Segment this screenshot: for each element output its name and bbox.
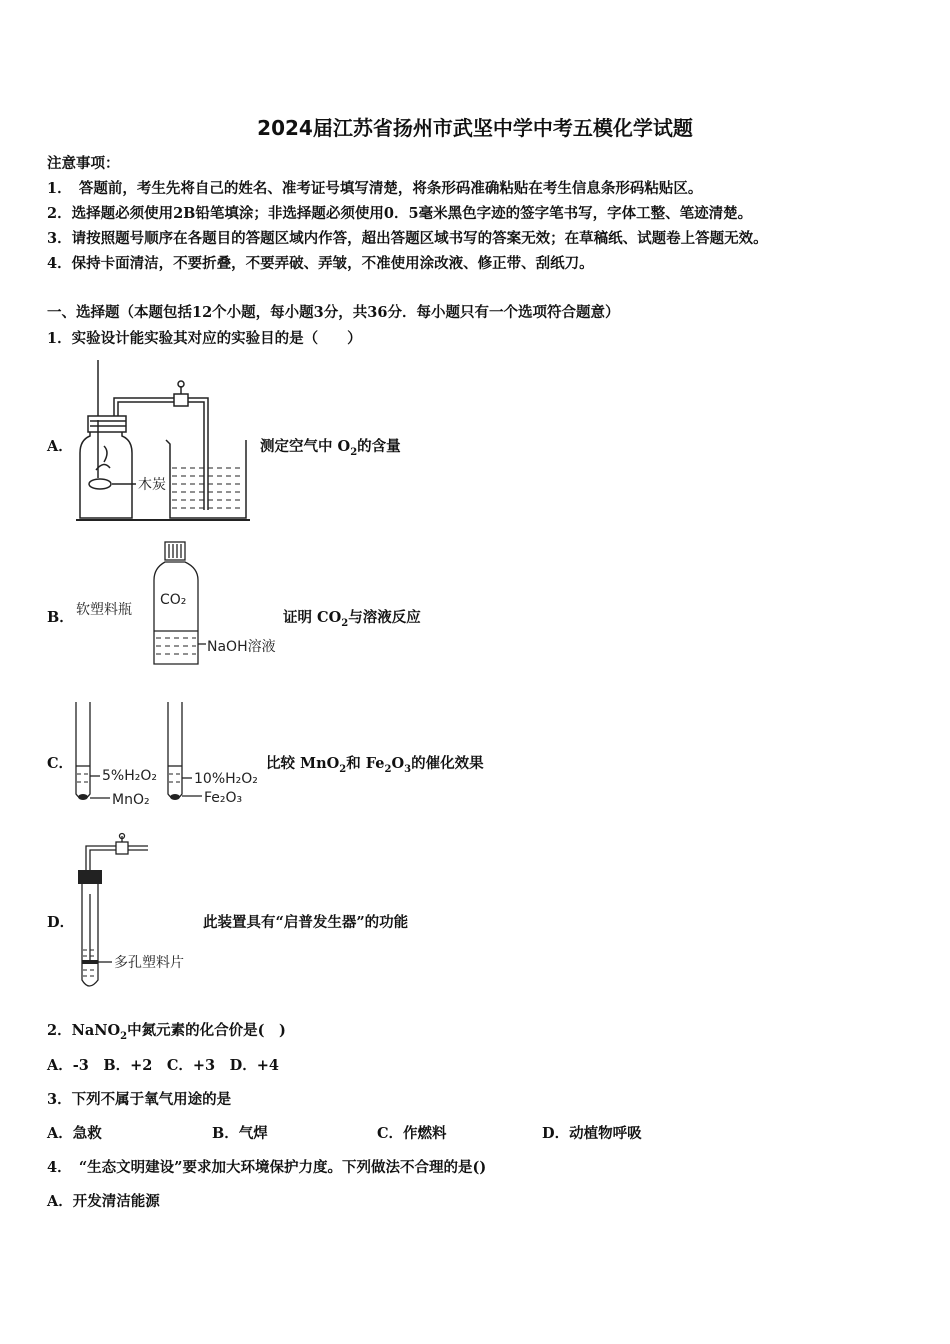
question-3-option-c: C．作燃料 [377,1125,447,1142]
question-4-stem: 4． “生态文明建设”要求加大环境保护力度。下列做法不合理的是() [47,1159,487,1176]
label-fe2o3: Fe₂O₃ [204,790,243,806]
option-b-label: B． [47,609,74,626]
apparatus-d-diagram [70,832,220,994]
option-a-label: A． [47,438,73,455]
label-mno2: MnO₂ [112,792,150,808]
option-d-label: D． [47,914,75,931]
option-a-desc: 测定空气中 $O_2$的含量 [260,438,401,458]
question-4-option-a: A．开发清洁能源 [47,1193,160,1210]
label-bottle: 软塑料瓶 [76,602,132,618]
question-3-option-b: B．气焊 [212,1125,268,1142]
question-3-stem: 3．下列不属于氧气用途的是 [47,1091,232,1108]
notice-item: 3．请按照题号顺序在各题目的答题区域内作答，超出答题区域书写的答案无效；在草稿纸、试题卷上答题无效。 [47,230,768,247]
section-heading: 一、选择题（本题包括12个小题，每小题3分，共36分．每小题只有一个选项符合题意） [47,304,620,321]
option-b-desc: 证明 $CO_2$与溶液反应 [283,609,421,629]
question-2-options: A．-3 B．+2 C．+3 D．+4 [47,1057,279,1074]
question-3-option-a: A．急救 [47,1125,102,1142]
apparatus-a-diagram [70,358,260,528]
notice-item: 1． 答题前，考生先将自己的姓名、准考证号填写清楚，将条形码准确粘贴在考生信息条形码粘贴区。 [47,180,703,197]
question-1-stem: 1．实验设计能实验其对应的实验目的是（ ） [47,330,362,347]
label-h2o2-10: 10%H₂O₂ [194,771,258,787]
notice-item: 2．选择题必须使用2B铅笔填涂；非选择题必须使用0．5毫米黑色字迹的签字笔书写，字体工整、笔迹清楚。 [47,205,753,222]
page-title: 2024届江苏省扬州市武坚中学中考五模化学试题 [257,116,693,140]
apparatus-c-diagram [70,698,270,810]
label-porous-plate: 多孔塑料片 [114,955,184,971]
apparatus-b-diagram [70,538,290,673]
option-c-label: C． [47,755,74,772]
label-charcoal: 木炭 [138,477,166,493]
option-d-desc: 此装置具有“启普发生器”的功能 [203,914,409,931]
option-c-desc: 比较 MnO$_2$和 $Fe_2O_3$的催化效果 [266,755,484,775]
label-co2: CO₂ [160,592,187,608]
question-2-stem: 2．NaNO$_2$中氮元素的化合价是( ) [47,1022,286,1042]
notice-heading: 注意事项： [47,155,120,172]
question-3-option-d: D．动植物呼吸 [542,1125,642,1142]
label-h2o2-5: 5%H₂O₂ [102,768,157,784]
label-naoh: NaOH溶液 [207,639,276,655]
notice-item: 4．保持卡面清洁，不要折叠，不要弄破、弄皱，不准使用涂改液、修正带、刮纸刀。 [47,255,594,272]
